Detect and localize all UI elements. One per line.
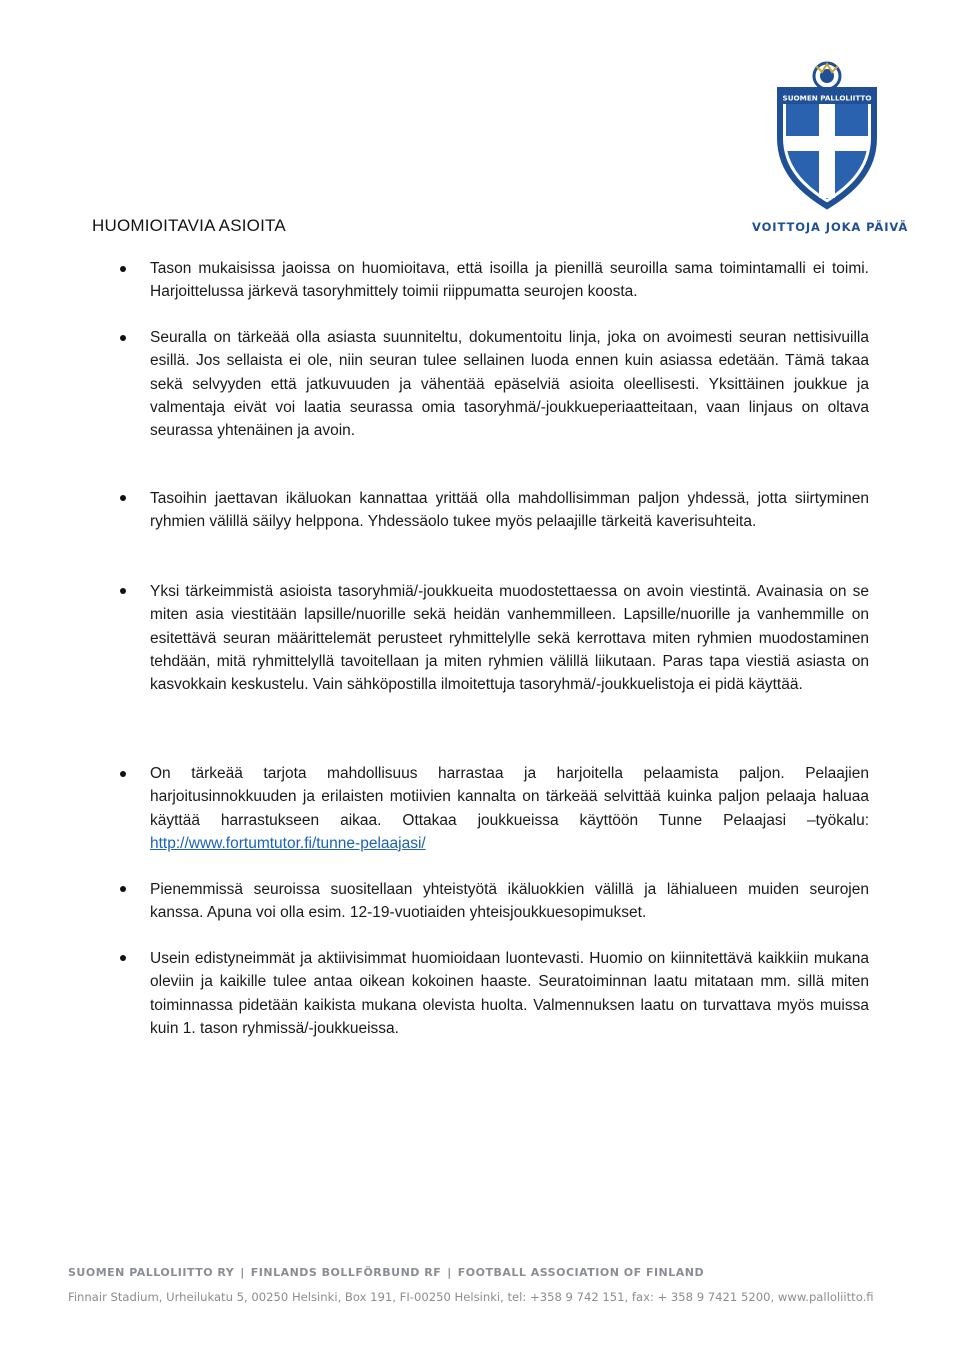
list-item-text: Yksi tärkeimmistä asioista tasoryhmiä/-joukkueita muodostettaessa on avoin viestintä. Avainasia on se miten asia viestitään lapsille/nuorille sekä heidän vanhemmilleen. Lapsille/nuorille ja vanhemmille on esitettävä seuran määrittelemät perusteet ryhmittelylle sekä kerrottava miten ryhmien muodostaminen tehdään, mitä ryhmittelyllä tavoitellaan ja miten ryhmien välillä liikutaan. Paras tapa viestiä asiasta on kasvokkain keskustelu. Vain sähköpostilla ilmoitettuja tasoryhmä/-joukkuelistoja ei pidä käyttää. xyxy=(150,583,869,694)
bullet-icon xyxy=(120,771,126,777)
bullet-icon xyxy=(120,335,126,341)
list-item-text xyxy=(150,762,869,855)
footer-organizations xyxy=(68,1266,704,1279)
list-item xyxy=(150,257,869,304)
bullet-icon xyxy=(120,588,126,594)
suomen-palloliitto-logo xyxy=(772,60,882,210)
list-item xyxy=(150,878,869,925)
footer-separator: | xyxy=(447,1266,452,1279)
footer-org-en: FOOTBALL ASSOCIATION OF FINLAND xyxy=(457,1266,705,1279)
list-item-text: Tasoihin jaettavan ikäluokan kannattaa yrittää olla mahdollisimman paljon yhdessä, jotta siirtyminen ryhmien välillä säilyy helppona. Yhdessäolo tukee myös pelaajille tärkeitä kaverisuhteita. xyxy=(150,490,869,531)
footer-separator: | xyxy=(240,1266,245,1279)
list-item-text: Usein edistyneimmät ja aktiivisimmat huomioidaan luontevasti. Huomio on kiinnitettävä kaikkiin mukana oleviin ja kaikille tulee antaa oikean kokoinen haaste. Seuratoiminnan laatu mitataan mm. sillä miten toiminnassa pidetään kaikista mukana olevista huolta. Valmennuksen laatu on turvattava myös muissa kuin 1. tason ryhmissä/-joukkueissa. xyxy=(150,950,869,1037)
bullet-icon xyxy=(120,955,126,961)
page-title: HUOMIOITAVIA ASIOITA xyxy=(92,216,286,235)
bullet-icon xyxy=(120,266,126,272)
tagline: VOITTOJA JOKA PÄIVÄ xyxy=(752,220,909,234)
footer-org-sv: FINLANDS BOLLFÖRBUND RF xyxy=(250,1266,442,1279)
footer-org-fi: SUOMEN PALLOLIITTO RY xyxy=(68,1266,235,1279)
list-item-text: Seuralla on tärkeää olla asiasta suunniteltu, dokumentoitu linja, joka on avoimesti seuran nettisivuilla esillä. Jos sellaista ei ole, niin seuran tulee sellainen luoda ennen kuin asiassa edetään. Tämä takaa sekä selvyyden että jatkuvuuden ja vähentää epäselviä asioita oleellisesti. Yksittäinen joukkue ja valmentaja eivät voi laatia seurassa omia tasoryhmä/-joukkueperiaatteitaan, vaan linjaus on oltava seurassa yhtenäinen ja avoin. xyxy=(150,329,869,440)
list-item xyxy=(150,580,869,696)
list-item xyxy=(150,762,869,855)
bullet-icon xyxy=(120,495,126,501)
list-item xyxy=(150,947,869,1040)
list-item xyxy=(150,326,869,442)
list-item xyxy=(150,487,869,534)
tunne-pelaajasi-link[interactable]: http://www.fortumtutor.fi/tunne-pelaajasi/ xyxy=(150,834,426,852)
logo-banner-text: SUOMEN PALLOLIITTO xyxy=(782,93,872,103)
list-item-text-body: On tärkeää tarjota mahdollisuus harrastaa ja harjoitella pelaamista paljon. Pelaajien harjoitusinnokkuuden ja erilaisten motiivien kannalta on tärkeää selvittää kuinka paljon pelaaja haluaa käyttää harrastukseen aikaa. Ottakaa joukkueissa käyttöön Tunne Pelaajasi –työkalu: xyxy=(150,765,869,829)
list-item-text: Tason mukaisissa jaoissa on huomioitava, että isoilla ja pienillä seuroilla sama toimintamalli ei toimi. Harjoittelussa järkevä tasoryhmittely toimii riippumatta seurojen koosta. xyxy=(150,260,869,301)
footer-contact: Finnair Stadium, Urheilukatu 5, 00250 Helsinki, Box 191, FI-00250 Helsinki, tel: +358 9 742 151, fax: + 358 9 7421 5200, www.palloliitto.fi xyxy=(68,1290,874,1304)
bullet-icon xyxy=(120,886,126,892)
list-item-text: Pienemmissä seuroissa suositellaan yhteistyötä ikäluokkien välillä ja lähialueen muiden seurojen kanssa. Apuna voi olla esim. 12-19-vuotiaiden yhteisjoukkuesopimukset. xyxy=(150,881,869,922)
